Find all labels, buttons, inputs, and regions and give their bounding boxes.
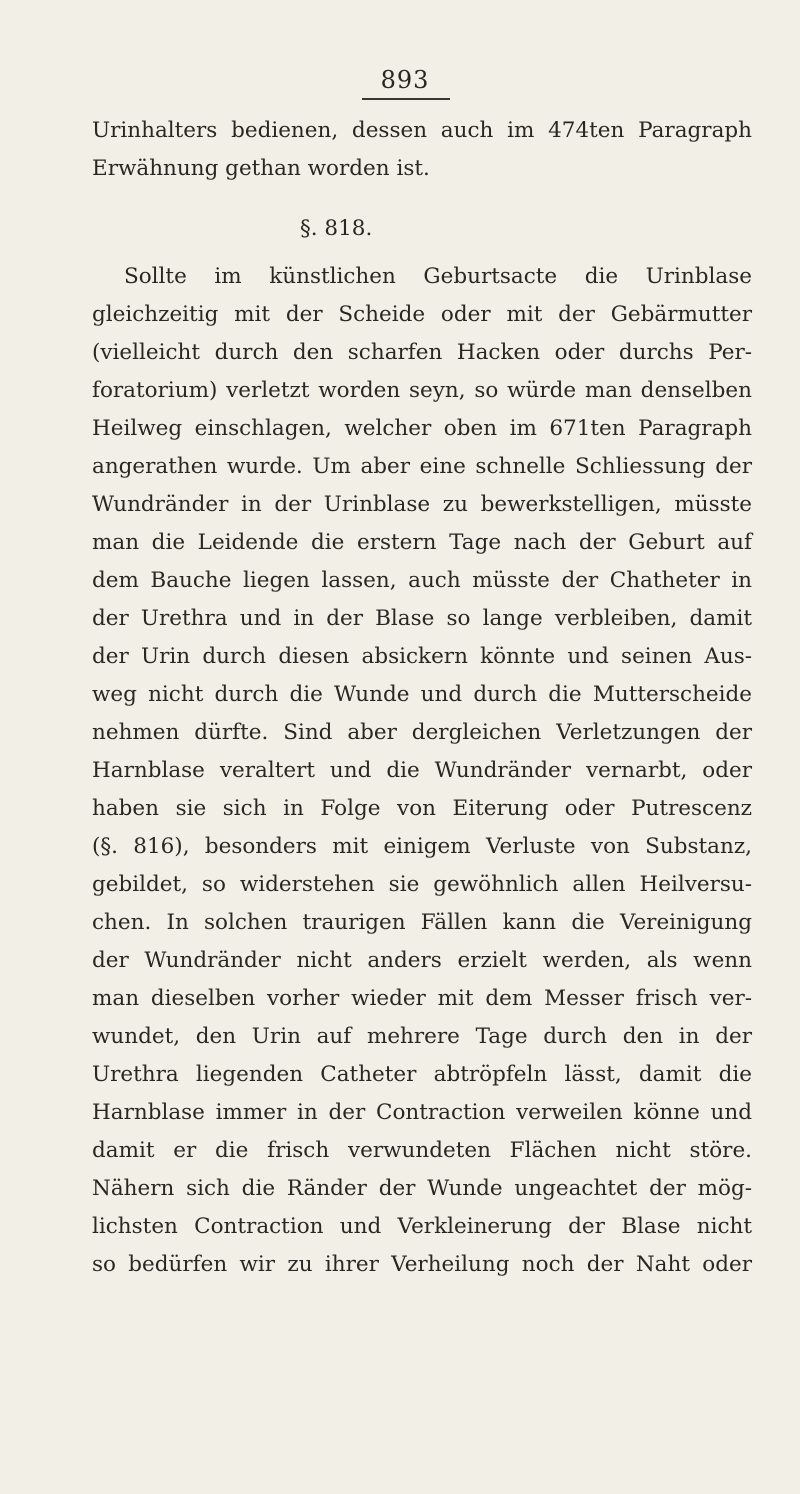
- paragraph-continuation: [92, 112, 752, 188]
- text-line: der Urin durch diesen absickern könnte und seinen Aus-: [92, 644, 752, 669]
- text-line: chen. In solchen traurigen Fällen kann die Vereinigung: [92, 910, 752, 935]
- text-line: Urinhalters bedienen, dessen auch im 474ten Paragraph: [92, 118, 752, 143]
- text-line: Harnblase veraltert und die Wundränder vernarbt, oder: [92, 758, 752, 783]
- text-line: der Wundränder nicht anders erzielt werden, als wenn: [92, 948, 752, 973]
- text-line: so bedürfen wir zu ihrer Verheilung noch der Naht oder: [92, 1252, 752, 1277]
- text-line: man die Leidende die erstern Tage nach der Geburt auf: [92, 530, 752, 555]
- page-number-underline: [362, 98, 450, 100]
- text-line: weg nicht durch die Wunde und durch die Mutterscheide: [92, 682, 752, 707]
- text-line: (vielleicht durch den scharfen Hacken oder durchs Per-: [92, 340, 752, 365]
- text-line: Erwähnung gethan worden ist.: [92, 156, 430, 181]
- text-line: man dieselben vorher wieder mit dem Messer frisch ver-: [92, 986, 752, 1011]
- text-line: damit er die frisch verwundeten Flächen nicht störe.: [92, 1138, 752, 1163]
- text-line: gebildet, so widerstehen sie gewöhnlich allen Heilversu-: [92, 872, 752, 897]
- text-line: Nähern sich die Ränder der Wunde ungeachtet der mög-: [92, 1176, 752, 1201]
- text-line: nehmen dürfte. Sind aber dergleichen Verletzungen der: [92, 720, 752, 745]
- text-line: Urethra liegenden Catheter abtröpfeln lässt, damit die: [92, 1062, 752, 1087]
- page-number: 893: [380, 66, 430, 94]
- text-line: Sollte im künstlichen Geburtsacte die Urinblase: [124, 264, 752, 289]
- text-line: angerathen wurde. Um aber eine schnelle Schliessung der: [92, 454, 752, 479]
- text-line: haben sie sich in Folge von Eiterung oder Putrescenz: [92, 796, 752, 821]
- paragraph: [92, 258, 752, 1284]
- text-line: Wundränder in der Urinblase zu bewerkstelligen, müsste: [92, 492, 752, 517]
- body-text: [92, 112, 752, 1284]
- text-line: Harnblase immer in der Contraction verweilen könne und: [92, 1100, 752, 1125]
- text-line: wundet, den Urin auf mehrere Tage durch den in der: [92, 1024, 752, 1049]
- text-line: lichsten Contraction und Verkleinerung der Blase nicht: [92, 1214, 752, 1239]
- text-line: der Urethra und in der Blase so lange verbleiben, damit: [92, 606, 752, 631]
- text-line: Heilweg einschlagen, welcher oben im 671ten Paragraph: [92, 416, 752, 441]
- text-line: foratorium) verletzt worden seyn, so würde man denselben: [92, 378, 752, 403]
- text-line: gleichzeitig mit der Scheide oder mit der Gebärmutter: [92, 302, 752, 327]
- text-line: (§. 816), besonders mit einigem Verluste von Substanz,: [92, 834, 752, 859]
- section-heading: §. 818.: [300, 216, 373, 241]
- text-line: dem Bauche liegen lassen, auch müsste der Chatheter in: [92, 568, 752, 593]
